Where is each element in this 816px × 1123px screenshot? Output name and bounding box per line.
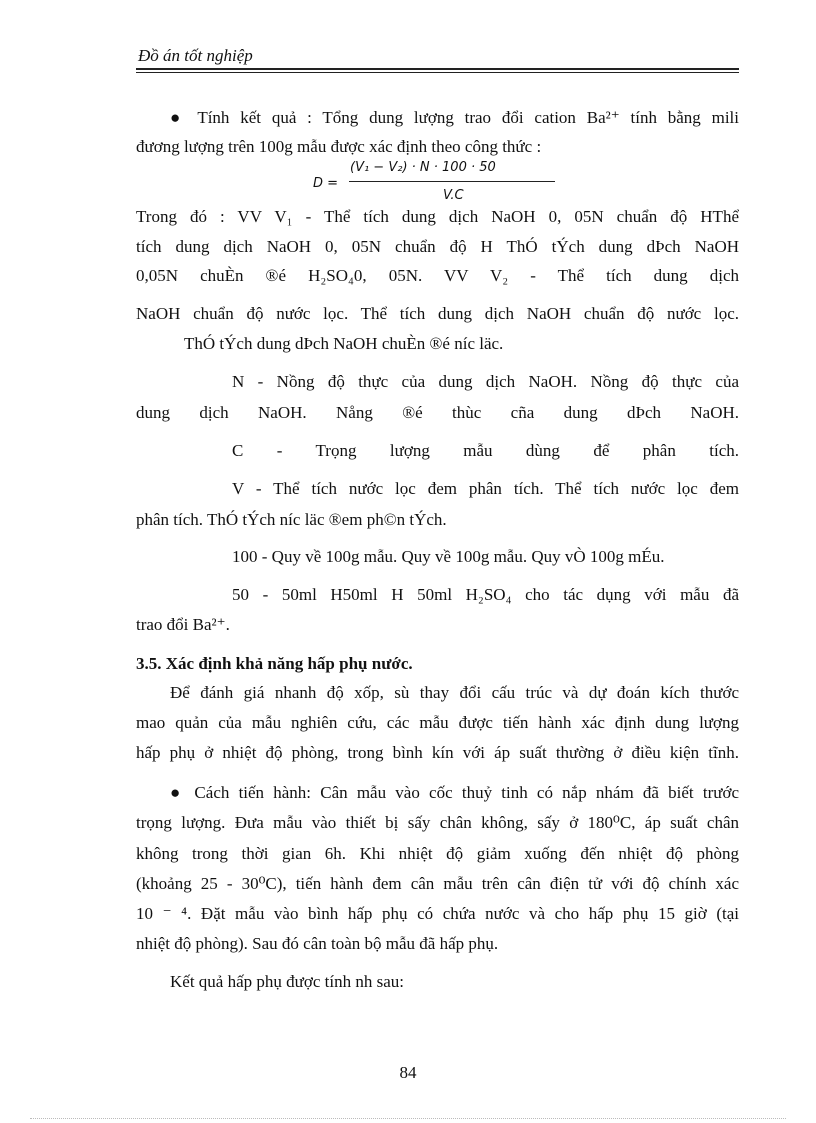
fraction-bar: [349, 181, 555, 182]
paragraph-line: 10 ⁻ ⁴. Đặt mẫu vào bình hấp phụ có chứa nước và cho hấp phụ 15 giờ (tại: [136, 904, 739, 923]
paragraph-line: ● Cách tiến hành: Cân mẫu vào cốc thuỷ tinh có nắp nhám đã biết trước: [170, 783, 739, 802]
paragraph-line: 50 - 50ml H50ml H 50ml H₂SO₄ cho tác dụng với mẫu đã: [232, 585, 739, 604]
header-rule: [136, 68, 739, 70]
paragraph-line: NaOH chuẩn độ nước lọc. Thể tích dung dịch NaOH chuẩn độ nước lọc.: [136, 304, 739, 323]
paragraph-line: (khoảng 25 - 30⁰C), tiến hành đem cân mẫu trên cân điện tử với độ chính xác: [136, 874, 739, 893]
paragraph-line: mao quản của mẫu nghiên cứu, các mẫu được tiến hành xác định dung lượng: [136, 713, 739, 732]
paragraph-line: V - Thể tích nước lọc đem phân tích. Thể tích nước lọc đem: [232, 479, 739, 498]
paragraph-line: đương lượng trên 100g mẫu được xác định theo công thức :: [136, 137, 542, 156]
paragraph-line: dung dịch NaOH. Nång ®é thùc cña dung dÞch NaOH.: [136, 403, 739, 422]
paragraph-line: 100 - Quy về 100g mẫu. Quy về 100g mẫu. Quy vÒ 100g mÉu.: [232, 547, 665, 566]
paragraph-line: N - Nồng độ thực của dung dịch NaOH. Nồng độ thực của: [232, 372, 739, 391]
section-heading: 3.5. Xác định khả năng hấp phụ nước.: [136, 654, 413, 673]
paragraph-line: phân tích. ThÓ tÝch níc läc ®em ph©n tÝch.: [136, 510, 447, 529]
paragraph-line: Để đánh giá nhanh độ xốp, sù thay đổi cấu trúc và dự đoán kích thước: [170, 683, 739, 702]
paragraph-line: không trong thời gian 6h. Khi nhiệt độ giảm xuống đến nhiệt độ phòng: [136, 844, 739, 863]
paragraph-line: trọng lượng. Đưa mẫu vào thiết bị sấy chân không, sấy ở 180⁰C, áp suất chân: [136, 813, 739, 832]
paragraph-line: 0,05N chuÈn ®é H₂SO₄0, 05N. VV V₂ - Thể tích dung dịch: [136, 266, 739, 285]
paragraph-line: Kết quả hấp phụ được tính nh sau:: [170, 972, 404, 991]
formula: [313, 160, 573, 206]
page-number: 84: [399, 1063, 417, 1082]
header-title: Đồ án tốt nghiệp: [138, 46, 253, 65]
formula-denominator: V.C: [443, 188, 464, 203]
header-rule-thin: [136, 72, 739, 73]
paragraph-line: C - Trọng lượng mẫu dùng để phân tích.: [232, 441, 739, 460]
paragraph-line: ● Tính kết quả : Tổng dung lượng trao đổi cation Ba²⁺ tính bằng mili: [170, 108, 739, 127]
paragraph-line: trao đổi Ba²⁺.: [136, 615, 230, 634]
formula-numerator: (V₁ − V₂) · N · 100 · 50: [350, 160, 496, 175]
page-bottom-divider: [30, 1118, 786, 1119]
formula-lhs: D =: [313, 176, 339, 191]
paragraph-line: hấp phụ ở nhiệt độ phòng, trong bình kín với áp suất thường ở điều kiện tĩnh.: [136, 743, 739, 762]
paragraph-line: ThÓ tÝch dung dÞch NaOH chuÈn ®é níc läc.: [184, 334, 504, 353]
paragraph-line: nhiệt độ phòng). Sau đó cân toàn bộ mẫu đã hấp phụ.: [136, 934, 499, 953]
paragraph-line: Trong đó : VV V₁ - Thể tích dung dịch NaOH 0, 05N chuẩn độ HThể: [136, 207, 739, 226]
paragraph-line: tích dung dịch NaOH 0, 05N chuẩn độ H ThÓ tÝch dung dÞch NaOH: [136, 237, 739, 256]
